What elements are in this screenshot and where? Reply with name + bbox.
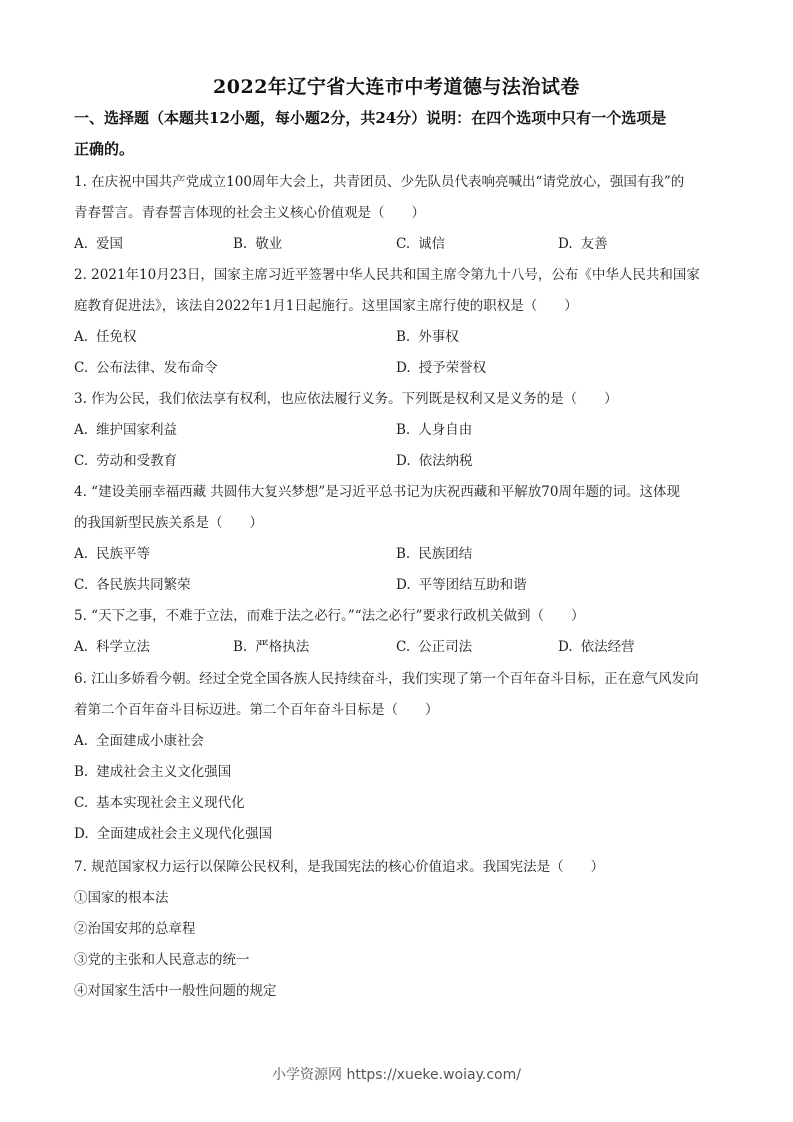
question-text-line: 4. “建设美丽幸福西藏 共圆伟大复兴梦想”是习近平总书记为庆祝西藏和平解放70周年题的词。这体现 xyxy=(74,484,680,500)
question-text-line: 着第二个百年奋斗目标迈进。第二个百年奋斗目标是（ ） xyxy=(74,702,439,718)
question-text-line: 7. 规范国家权力运行以保障公民权利，是我国宪法的核心价值追求。我国宪法是（ ） xyxy=(74,859,605,875)
option-letter: C. xyxy=(74,795,89,811)
option-text: 友善 xyxy=(580,236,608,252)
option-letter: B. xyxy=(396,422,411,438)
option-letter: B. xyxy=(396,546,411,562)
option-a xyxy=(74,544,150,564)
option-text: 依法经营 xyxy=(580,639,635,655)
option-c xyxy=(74,575,191,595)
option-text: 建成社会主义文化强国 xyxy=(96,764,232,780)
option-b xyxy=(233,234,282,254)
option-a xyxy=(74,420,177,440)
question-text-line: 庭教育促进法》，该法自2022年1月1日起施行。这里国家主席行使的职权是（ ） xyxy=(74,298,578,314)
option-c xyxy=(396,234,445,254)
option-a xyxy=(74,234,123,254)
option-letter: D. xyxy=(396,360,411,376)
option-c xyxy=(74,451,177,471)
option-b xyxy=(74,762,231,782)
option-text: 科学立法 xyxy=(96,639,151,655)
option-text: 敬业 xyxy=(255,236,283,252)
option-letter: A. xyxy=(74,546,89,562)
option-text: 公正司法 xyxy=(418,639,473,655)
statement-4: ④对国家生活中一般性问题的规定 xyxy=(74,983,277,999)
option-letter: A. xyxy=(74,236,89,252)
option-text: 劳动和受教育 xyxy=(96,453,178,469)
option-d xyxy=(396,451,473,471)
statement-1: ①国家的根本法 xyxy=(74,890,169,906)
option-letter: D. xyxy=(558,236,573,252)
option-text: 人身自由 xyxy=(418,422,473,438)
option-letter: A. xyxy=(74,733,89,749)
question-text-line: 5. “天下之事，不难于立法，而难于法之必行。”“法之必行”要求行政机关做到（ ） xyxy=(74,608,585,624)
statement-3: ③党的主张和人民意志的统一 xyxy=(74,952,250,968)
option-letter: B. xyxy=(233,639,248,655)
question-text-line: 青春誓言。青春誓言体现的社会主义核心价值观是（ ） xyxy=(74,205,425,221)
option-text: 全面建成小康社会 xyxy=(96,733,205,749)
question-text-line: 的我国新型民族关系是（ ） xyxy=(74,515,263,531)
option-text: 民族团结 xyxy=(418,546,473,562)
section-heading-line2: 正确的。 xyxy=(74,140,135,158)
statement-2: ②治国安邦的总章程 xyxy=(74,921,196,937)
option-letter: C. xyxy=(396,639,411,655)
option-text: 爱国 xyxy=(96,236,124,252)
option-letter: D. xyxy=(558,639,573,655)
option-d xyxy=(396,575,527,595)
option-letter: D. xyxy=(396,577,411,593)
option-c xyxy=(396,637,472,657)
option-text: 公布法律、发布命令 xyxy=(96,360,218,376)
option-letter: D. xyxy=(396,453,411,469)
option-letter: D. xyxy=(74,826,89,842)
option-c xyxy=(74,358,218,378)
option-letter: C. xyxy=(396,236,411,252)
option-b xyxy=(396,327,459,347)
option-text: 外事权 xyxy=(418,329,459,345)
option-d xyxy=(396,358,486,378)
option-letter: A. xyxy=(74,329,89,345)
option-letter: B. xyxy=(233,236,248,252)
option-letter: B. xyxy=(396,329,411,345)
question-text-line: 3. 作为公民，我们依法享有权利，也应依法履行义务。下列既是权利又是义务的是（ ） xyxy=(74,391,618,407)
option-d xyxy=(558,637,635,657)
option-letter: C. xyxy=(74,577,89,593)
option-a xyxy=(74,731,204,751)
option-text: 各民族共同繁荣 xyxy=(96,577,191,593)
option-d xyxy=(558,234,608,254)
footer-watermark: 小学资源网 https://xueke.woiay.com/ xyxy=(272,1067,521,1083)
question-text-line: 6. 江山多娇看今朝。经过全党全国各族人民持续奋斗，我们实现了第一个百年奋斗目标，正在意气风发向 xyxy=(74,671,699,687)
option-b xyxy=(396,544,472,564)
option-text: 民族平等 xyxy=(96,546,151,562)
option-letter: B. xyxy=(74,764,89,780)
option-c xyxy=(74,793,245,813)
option-text: 授予荣誉权 xyxy=(418,360,487,376)
option-text: 维护国家利益 xyxy=(96,422,178,438)
page-title: 2022年辽宁省大连市中考道德与法治试卷 xyxy=(213,76,580,98)
option-a xyxy=(74,327,137,347)
option-a xyxy=(74,637,150,657)
option-text: 任免权 xyxy=(96,329,137,345)
option-letter: C. xyxy=(74,453,89,469)
section-heading-line1: 一、选择题（本题共12小题，每小题2分，共24分）说明：在四个选项中只有一个选项是 xyxy=(74,109,667,127)
option-d xyxy=(74,824,272,844)
option-text: 全面建成社会主义现代化强国 xyxy=(96,826,273,842)
option-text: 诚信 xyxy=(418,236,446,252)
option-text: 基本实现社会主义现代化 xyxy=(96,795,245,811)
option-text: 依法纳税 xyxy=(418,453,473,469)
option-letter: A. xyxy=(74,639,89,655)
option-b xyxy=(233,637,309,657)
question-text-line: 1. 在庆祝中国共产党成立100周年大会上，共青团员、少先队员代表响亮喊出“请党放心，强国有我”的 xyxy=(74,174,685,190)
option-letter: A. xyxy=(74,422,89,438)
option-text: 平等团结互助和谐 xyxy=(418,577,527,593)
option-letter: C. xyxy=(74,360,89,376)
question-text-line: 2. 2021年10月23日，国家主席习近平签署中华人民共和国主席令第九十八号，公布《中华人民共和国家 xyxy=(74,267,700,283)
option-b xyxy=(396,420,472,440)
option-text: 严格执法 xyxy=(255,639,310,655)
